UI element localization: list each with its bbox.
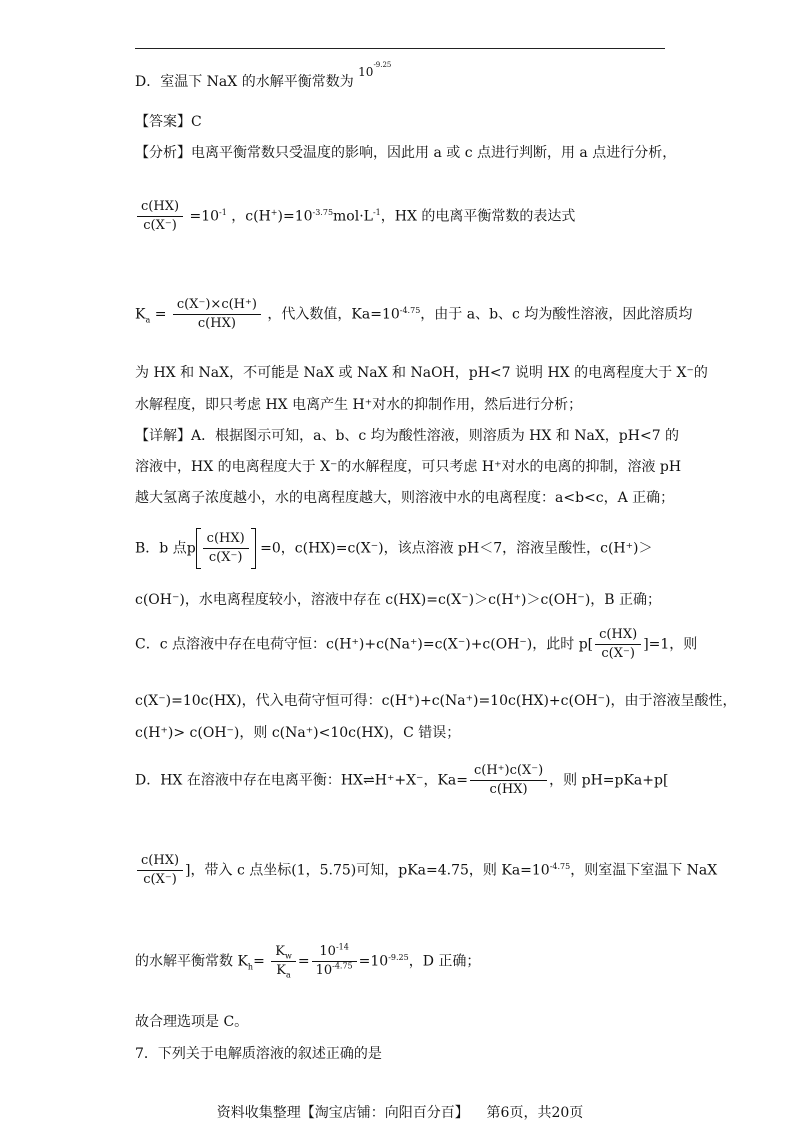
detail-d-line-2: $\frac{c(HX)}{c(X^-)}$ ]，带入 c 点坐标(1，5.75)可知，pKa=4.75，则 $Ka=10^{-4.75}$，则室温下室温下 NaX bbox=[135, 852, 717, 889]
d-ratio-fraction: $\frac{c(HX)}{c(X^-)}$ bbox=[137, 852, 183, 889]
d-ka-fraction: $\frac{c(H^+)c(X^-)}{c(HX)}$ bbox=[470, 762, 547, 799]
next-question-line: 7．下列关于电解质溶液的叙述正确的是 bbox=[135, 1046, 382, 1062]
conclusion-line: 故合理选项是 C。 bbox=[135, 1014, 249, 1030]
analysis-line-3: 为 HX 和 NaX，不可能是 NaX 或 NaX 和 NaOH，pH<7 说明 HX 的电离程度大于 X⁻的 bbox=[135, 365, 708, 381]
detail-line-1: 【详解】A．根据图示可知，a、b、c 均为酸性溶液，则溶质为 HX 和 NaX，pH<7 的 bbox=[135, 428, 680, 444]
kh-fraction-1: $\frac{K_w}{K_a}$ bbox=[271, 943, 296, 980]
ka-fraction: $\frac{c(X^-)\times c(H^+)}{c(HX)}$ bbox=[173, 296, 261, 333]
detail-b-line: B．b 点p $\frac{c(HX)}{c(X^-)}$ =0，c(HX)=c(X⁻)，该点溶液 pH＜7，溶液呈酸性，c(H⁺)＞ bbox=[135, 528, 652, 569]
option-d-line: D．室温下 NaX 的水解平衡常数为 $10^{-9.25}$ bbox=[135, 61, 392, 90]
analysis-formula-2: $K_a$ = $\frac{c(X^-)\times c(H^+)}{c(HX)}$ ，代入数值，$Ka=10^{-4.75}$，由于 a、b、c 均为酸性溶液，因此溶质均 bbox=[135, 297, 693, 331]
footer-source: 资料收集整理【淘宝店铺：向阳百分百】 bbox=[216, 1105, 469, 1121]
detail-c-line-3: c(H⁺)> c(OH⁻)，则 c(Na⁺)<10c(HX)，C 错误； bbox=[135, 725, 461, 741]
kh-fraction-2: $\frac{10^{-14}}{10^{-4.75}}$ bbox=[312, 943, 357, 980]
detail-line-2: 溶液中，HX 的电离程度大于 X⁻的水解程度，可只考虑 H⁺对水的电离的抑制，溶液 pH bbox=[135, 459, 682, 475]
answer-line: 【答案】C bbox=[135, 114, 202, 130]
detail-d-line-3: 的水解平衡常数 $K_h=$ $\frac{K_w}{K_a}$ = $\frac{10^{-14}}{10^{-4.75}}$ $=10^{-9.25}$，D 正确； bbox=[135, 942, 481, 980]
bracket-fraction: $\frac{c(HX)}{c(X^-)}$ bbox=[196, 528, 256, 569]
detail-c-line-2: c(X⁻)=10c(HX)，代入电荷守恒可得：c(H⁺)+c(Na⁺)=10c(HX)+c(OH⁻)，由于溶液呈酸性， bbox=[135, 693, 737, 709]
analysis-line-4: 水解程度，即只考虑 HX 电离产生 H⁺对水的抑制作用，然后进行分析； bbox=[135, 397, 583, 413]
c-fraction: $\frac{c(HX)}{c(X^-)}$ bbox=[595, 626, 641, 663]
top-rule bbox=[135, 48, 665, 49]
page-footer bbox=[0, 1102, 800, 1122]
analysis-formula-1: $\frac{c(HX)}{c(X^-)}$ $=10^{-1}$ ，$c(H^+)=10^{-3.75}mol\cdot L^{-1}$，HX 的电离平衡常数的表达式 bbox=[135, 198, 575, 235]
detail-b-line-2: c(OH⁻)，水电离程度较小，溶液中存在 c(HX)=c(X⁻)＞c(H⁺)＞c(OH⁻)，B 正确； bbox=[135, 592, 662, 608]
detail-line-3: 越大氢离子浓度越小，水的电离程度越大，则溶液中水的电离程度：a<b<c，A 正确； bbox=[135, 490, 675, 506]
analysis-line-1: 【分析】电离平衡常数只受温度的影响，因此用 a 或 c 点进行判断，用 a 点进行分析， bbox=[135, 145, 677, 161]
detail-d-line: D．HX 在溶液中存在电离平衡：HX⇌H⁺+X⁻，Ka= $\frac{c(H^+)c(X^-)}{c(HX)}$ ，则 pH=pKa+p[ bbox=[135, 763, 669, 797]
footer-page-number: 第6页，共20页 bbox=[486, 1105, 584, 1121]
ratio-fraction: $\frac{c(HX)}{c(X^-)}$ bbox=[137, 198, 183, 235]
detail-c-line: C．c 点溶液中存在电荷守恒：c(H⁺)+c(Na⁺)=c(X⁻)+c(OH⁻)，此时 p[ $\frac{c(HX)}{c(X^-)}$ ]=1，则 bbox=[135, 627, 698, 661]
